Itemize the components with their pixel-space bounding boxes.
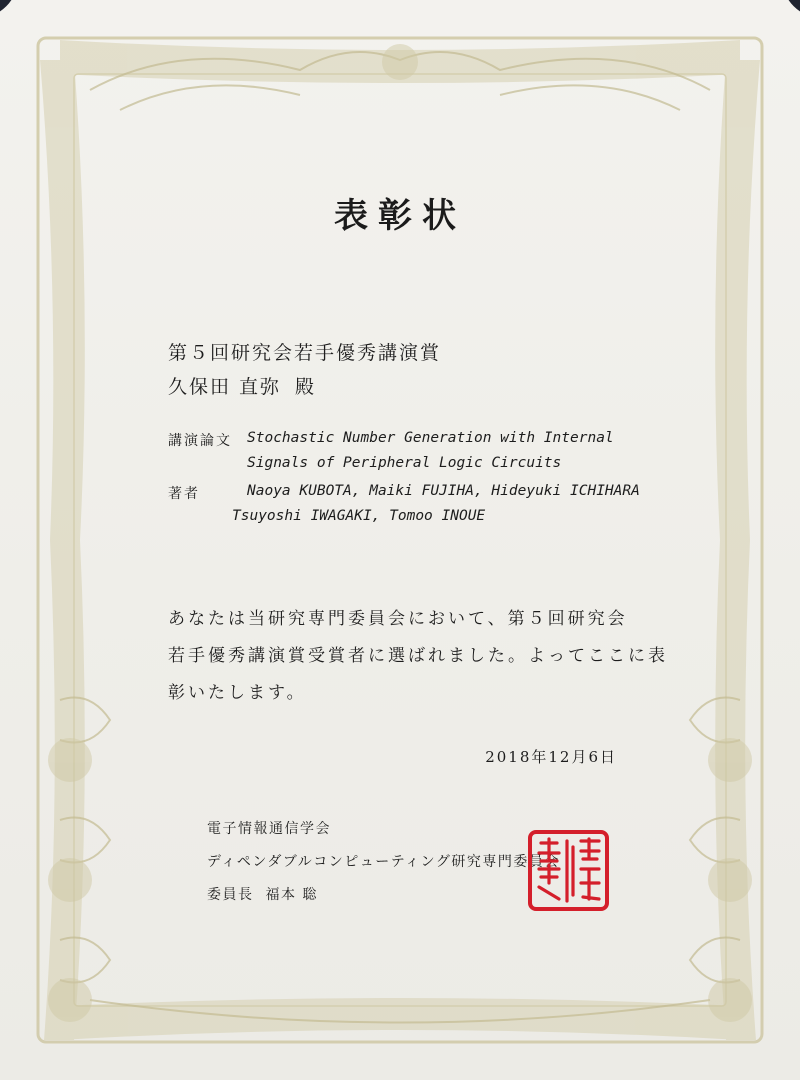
chair-line — [207, 884, 318, 904]
paper-title-line2: Signals of Peripheral Logic Circuits — [247, 455, 562, 471]
authors-line2: Tsuyoshi IWAGAKI, Tomoo INOUE — [232, 508, 486, 524]
award-date: 2018年12月6日 — [485, 748, 617, 766]
recipient-honorific: 殿 — [295, 376, 317, 398]
organization-name: 電子情報通信学会 — [207, 821, 331, 837]
body-text-line1: あなたは当研究専門委員会において、第５回研究会 — [168, 609, 628, 629]
certificate-title: 表彰状 — [334, 196, 466, 236]
recipient-line — [168, 372, 316, 399]
red-seal-stamp — [527, 829, 610, 912]
body-text-line3: 彰いたします。 — [168, 683, 307, 703]
paper-title-line1: Stochastic Number Generation with Internal — [247, 430, 614, 446]
committee-name: ディペンダブルコンピューティング研究専門委員会 — [207, 854, 560, 870]
award-name: 第５回研究会若手優秀講演賞 — [168, 342, 442, 364]
authors-label: 著者 — [168, 486, 200, 502]
authors-line1: Naoya KUBOTA, Maiki FUJIHA, Hideyuki ICHIHARA — [247, 483, 640, 499]
paper-label: 講演論文 — [168, 433, 232, 449]
recipient-name: 久保田 直弥 — [168, 376, 282, 398]
chair-name: 福本 聡 — [265, 887, 318, 903]
chair-label: 委員長 — [207, 887, 254, 903]
body-text-line2: 若手優秀講演賞受賞者に選ばれました。よってここに表 — [168, 646, 668, 666]
